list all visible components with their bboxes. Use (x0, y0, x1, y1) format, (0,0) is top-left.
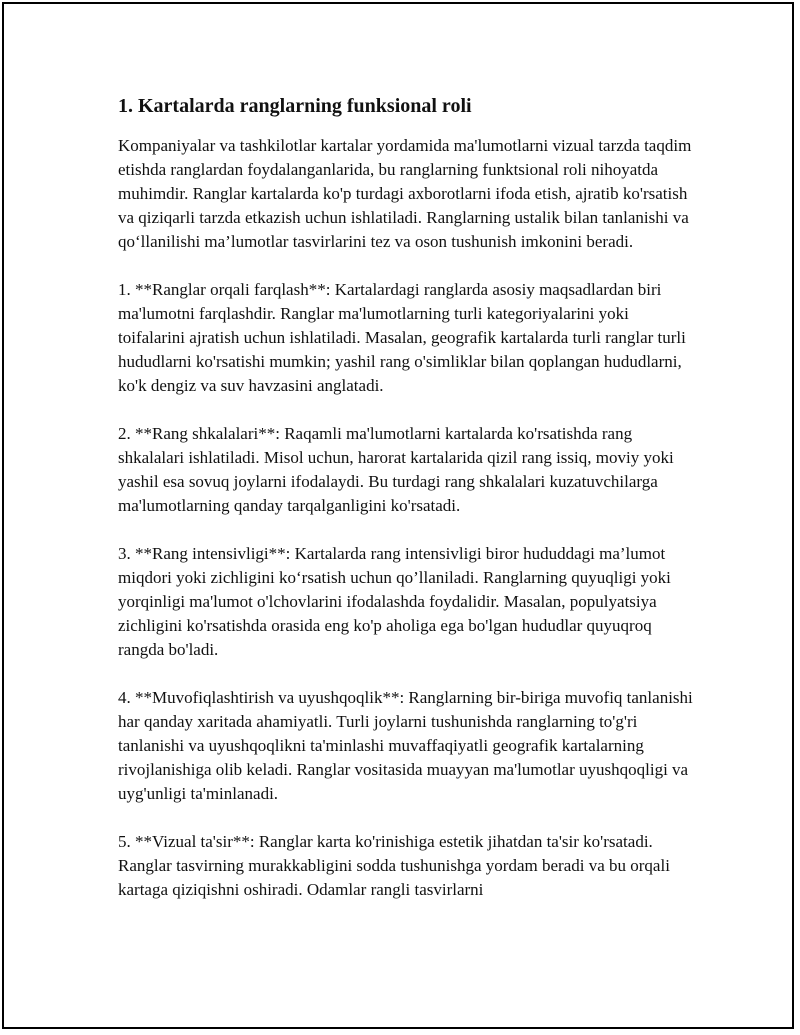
document-body (118, 92, 693, 926)
section-heading: 1. Kartalarda ranglarning funksional roli (118, 95, 472, 117)
intro-paragraph: Kompaniyalar va tashkilotlar kartalar yordamida ma'lumotlarni vizual tarzda taqdim etishda ranglardan foydalanganlarida, bu ranglarning funktsional roli nihoyatda muhimdir. Ranglar kartalarda ko'p turdagi axborotlarni ifoda etish, ajratib ko'rsatish va qiziqarli tarzda etkazish uchun ishlatiladi. Ranglarning ustalik bilan tanlanishi va qo‘llanilishi ma’lumotlar tasvirlarini tez va oson tushunish imkonini beradi. (118, 136, 692, 251)
paragraph-color-scales: 2. **Rang shkalalari**: Raqamli ma'lumotlarni kartalarda ko'rsatishda rang shkalalari ishlatiladi. Misol uchun, harorat kartalarida qizil rang issiq, moviy yoki yashil esa sovuq joylarni ifodalaydi. Bu turdagi rang shkalalari kuzatuvchilarga ma'lumotlarning qanday tarqalganligini ko'rsatadi. (118, 424, 674, 515)
paragraph-color-intensity: 3. **Rang intensivligi**: Kartalarda rang intensivligi biror hududdagi ma’lumot miqdori yoki zichligini ko‘rsatish uchun qo’llaniladi. Ranglarning quyuqligi yoki yorqinligi ma'lumot o'lchovlarini ifodalashda foydalidir. Masalan, populyatsiya zichligini ko'rsatishda orasida eng ko'p aholiga ega bo'lgan hududlar quyuqroq rangda bo'ladi. (118, 544, 671, 659)
paragraph-color-differentiation: 1. **Ranglar orqali farqlash**: Kartalardagi ranglarda asosiy maqsadlardan biri ma'lumotni farqlashdir. Ranglar ma'lumotlarning turli kategoriyalarini yoki toifalarini ajratish uchun ishlatiladi. Masalan, geografik kartalarda turli ranglar turli hududlarni ko'rsatishi mumkin; yashil rang o'simliklar bilan qoplangan hududlarni, ko'k dengiz va suv havzasini anglatadi. (118, 280, 686, 395)
paragraph-coordination: 4. **Muvofiqlashtirish va uyushqoqlik**: Ranglarning bir-biriga muvofiq tanlanishi har qanday xaritada ahamiyatli. Turli joylarni tushunishda ranglarning to'g'ri tanlanishi va uyushqoqlikni ta'minlashi muvaffaqiyatli geografik kartalarning rivojlanishiga olib keladi. Ranglar vositasida muayyan ma'lumotlar uyushqoqligi va uyg'unligi ta'minlanadi. (118, 688, 693, 803)
paragraph-visual-impact: 5. **Vizual ta'sir**: Ranglar karta ko'rinishiga estetik jihatdan ta'sir ko'rsatadi. Ranglar tasvirning murakkabligini sodda tushunishga yordam beradi va bu orqali kartaga qiziqishni oshiradi. Odamlar rangli tasvirlarni (118, 832, 670, 899)
